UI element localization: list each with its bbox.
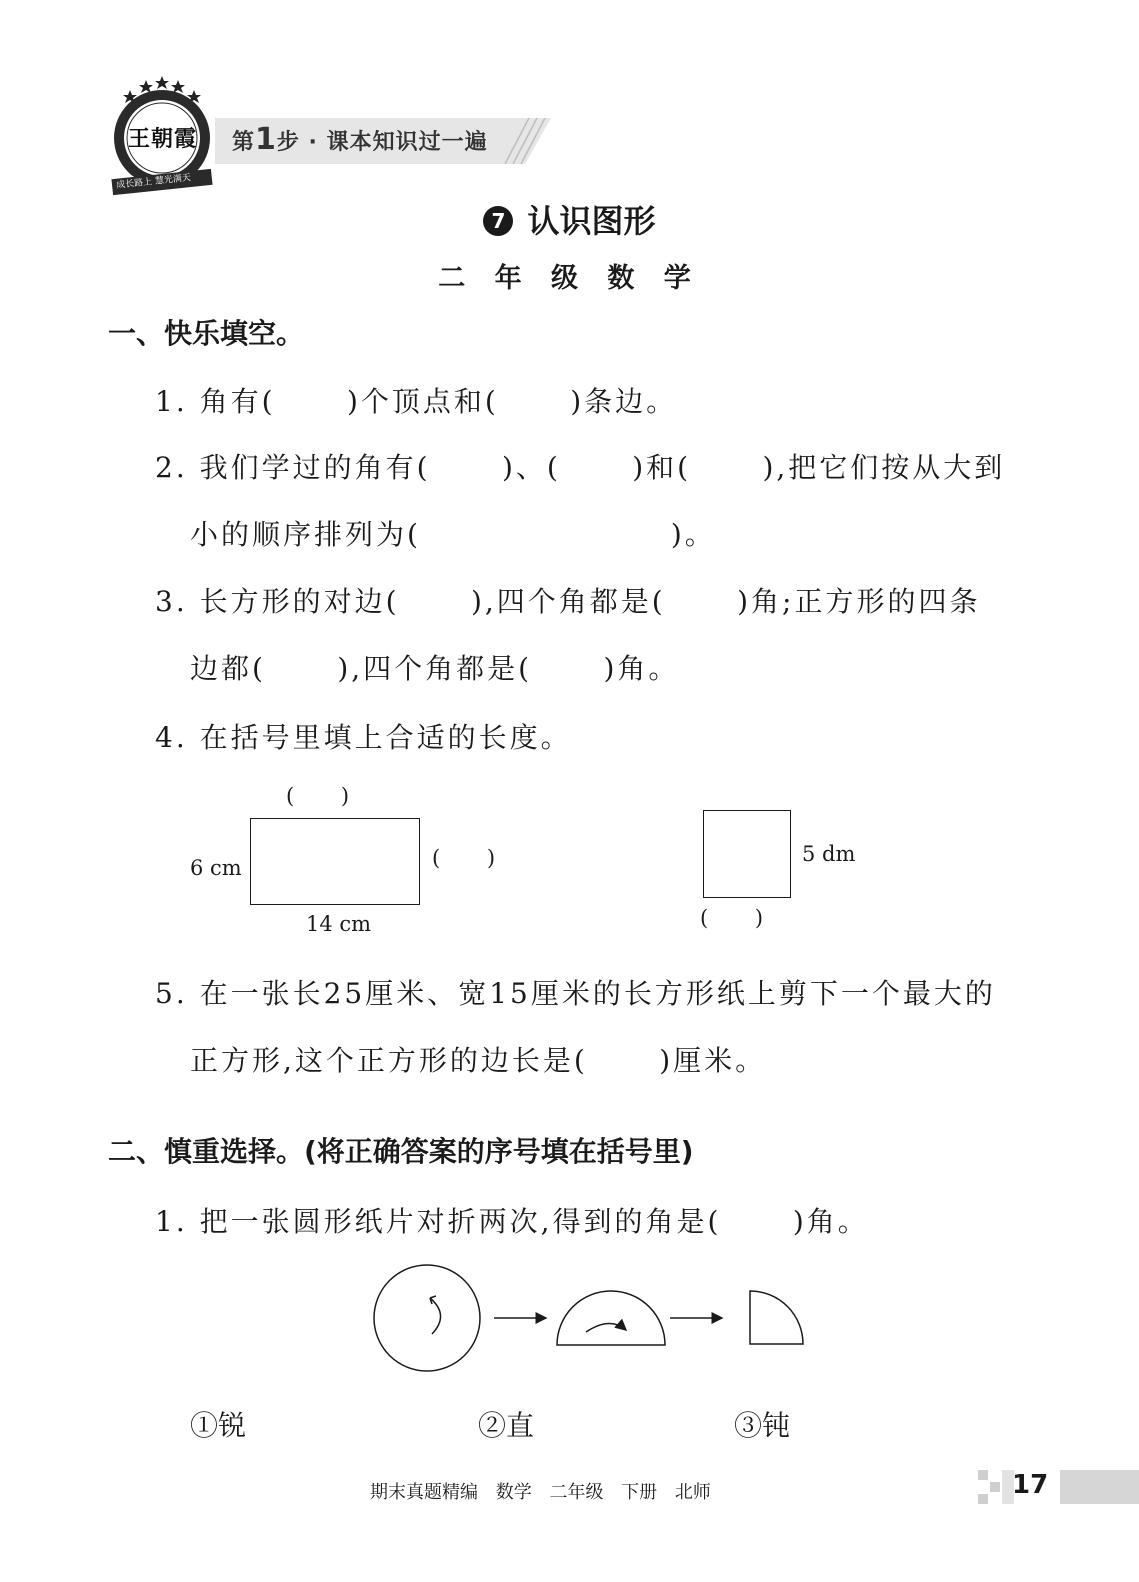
logo-slogan: 成长路上 慧光满天 [115,173,192,191]
semicircle-icon [557,1291,665,1345]
step-prefix: 第 [232,130,256,155]
unit-title-text: 认识图形 [527,202,656,240]
question-1-5-line2: 正方形,这个正方形的边长是( )厘米。 [190,1044,767,1077]
grade-subject-subtitle: 二 年 级 数 学 [438,263,701,294]
rectangle-top-blank: ( ) [286,784,350,808]
unit-title [0,196,1139,242]
option-acute: ①锐 [190,1409,247,1442]
option-right: ②直 [478,1409,535,1442]
square-figure [703,810,791,898]
footer-book-info: 期末真题精编 数学 二年级 下册 北师 [370,1482,711,1503]
step-number: 1 [255,122,277,157]
question-1-5-line1: 5. 在一张长25厘米、宽15厘米的长方形纸上剪下一个最大的 [155,977,996,1010]
section2-heading: 二、慎重选择。(将正确答案的序号填在括号里) [108,1135,694,1168]
question-1-3-line2: 边都( ),四个角都是( )角。 [190,652,680,685]
step-suffix: 步 · 课本知识过一遍 [276,130,488,155]
page-number: 17 [1012,1470,1049,1500]
full-circle-icon [374,1265,480,1371]
question-1-2-line1: 2. 我们学过的角有( )、( )和( ),把它们按从大到 [155,451,1006,484]
option-obtuse: ③钝 [734,1409,791,1442]
page-number-bar [978,1470,1139,1504]
rectangle-left-label: 6 cm [190,856,242,880]
rectangle-bottom-label: 14 cm [306,912,372,936]
question-1-1: 1. 角有( )个顶点和( )条边。 [155,385,678,418]
paper-folding-diagram [370,1260,810,1380]
square-right-label: 5 dm [802,842,856,866]
question-1-2-line2: 小的顺序排列为( )。 [190,518,716,551]
question-1-4: 4. 在括号里填上合适的长度。 [155,721,572,754]
rectangle-right-blank: ( ) [432,846,496,870]
quarter-circle-icon [750,1291,803,1344]
unit-number-badge: 7 [483,206,513,236]
question-1-3-line1: 3. 长方形的对边( ),四个角都是( )角;正方形的四条 [155,585,981,618]
section1-heading: 一、快乐填空。 [108,317,305,350]
question-2-1: 1. 把一张圆形纸片对折两次,得到的角是( )角。 [155,1205,869,1238]
step-label [232,122,488,157]
logo-name: 王朝霞 [128,127,198,152]
rectangle-figure [250,818,420,905]
square-bottom-blank: ( ) [700,906,764,930]
